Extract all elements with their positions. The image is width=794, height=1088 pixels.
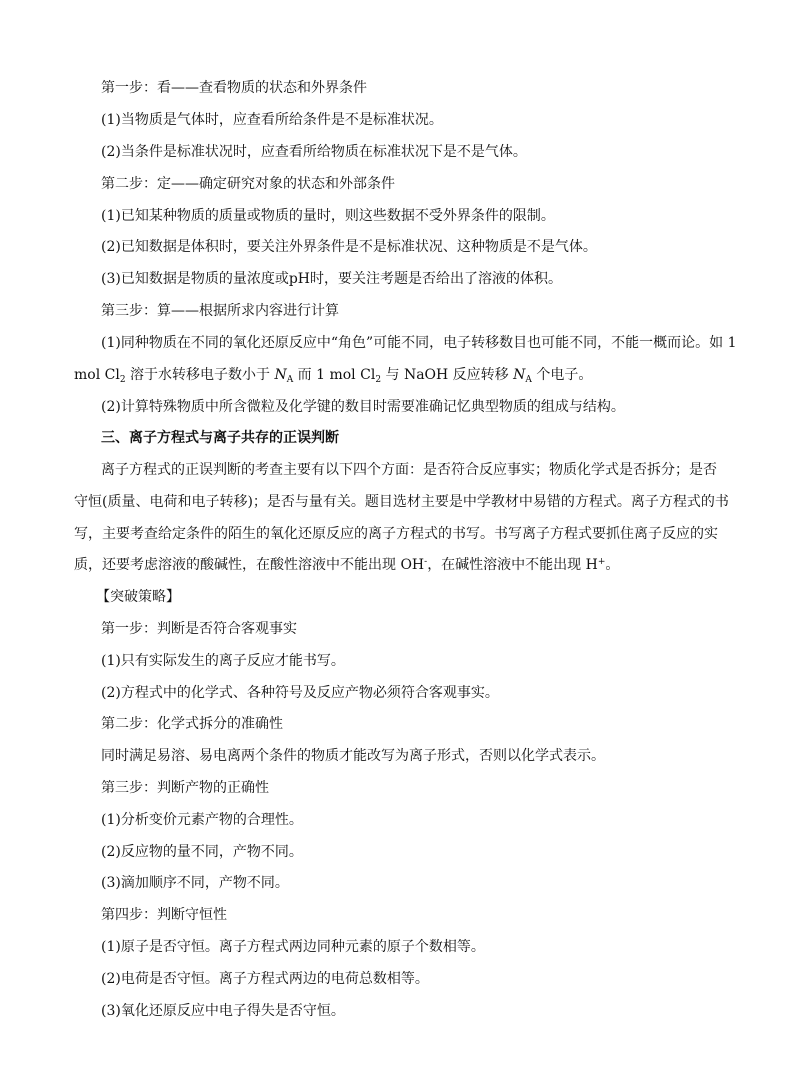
superscript: - — [424, 557, 428, 567]
breakthrough-step2-text: 同时满足易溶、易电离两个条件的物质才能改写为离子形式，否则以化学式表示。 — [101, 748, 605, 764]
breakthrough-step4-title: 第四步：判断守恒性 — [101, 907, 227, 923]
text-span: 个电子。 — [531, 367, 593, 383]
avogadro-symbol: N — [513, 367, 526, 383]
paragraph-line-1: 离子方程式的正误判断的考查主要有以下四个方面：是否符合反应事实；物质化学式是否拆分；是否 — [101, 462, 717, 478]
breakthrough-step1-item-2: (2)方程式中的化学式、各种符号及反应产物必须符合客观事实。 — [101, 685, 499, 701]
subscript: 2 — [375, 375, 382, 385]
text-span: 质，还要考虑溶液的酸碱性，在酸性溶液中不能出现 OH — [74, 557, 425, 573]
subscript: A — [286, 375, 294, 385]
step3-item-1-line-1: (1)同种物质在不同的氧化还原反应中“角色”可能不同，电子转移数目也可能不同，不能一概而论。如 1 — [101, 335, 737, 351]
text-span: 而 1 mol Cl — [293, 367, 376, 383]
step3-item-1-line-2 — [74, 366, 592, 384]
text-span: ，在碱性溶液中不能出现 H — [427, 557, 598, 573]
breakthrough-step1-title: 第一步：判断是否符合客观事实 — [101, 621, 297, 637]
paragraph-line-2: 守恒(质量、电荷和电子转移)；是否与量有关。题目选材主要是中学教材中易错的方程式。离子方程式的书 — [74, 494, 729, 510]
text-span: 溶于水转移电子数小于 — [125, 367, 275, 383]
breakthrough-step3-title: 第三步：判断产物的正确性 — [101, 780, 269, 796]
paragraph-line-3: 写，主要考查给定条件的陌生的氧化还原反应的离子方程式的书写。书写离子方程式要抓住离子反应的实 — [74, 526, 718, 542]
text-span: 与 NaOH 反应转移 — [381, 367, 514, 383]
step2-item-2: (2)已知数据是体积时，要关注外界条件是不是标准状况、这种物质是不是气体。 — [101, 239, 597, 255]
avogadro-symbol: N — [274, 367, 287, 383]
step1-item-1: (1)当物质是气体时，应查看所给条件是不是标准状况。 — [101, 112, 443, 128]
breakthrough-step3-item-2: (2)反应物的量不同，产物不同。 — [101, 844, 303, 860]
text-span: mol Cl — [74, 367, 120, 383]
breakthrough-step3-item-1: (1)分析变价元素产物的合理性。 — [101, 812, 303, 828]
subscript: 2 — [119, 375, 126, 385]
superscript: + — [597, 557, 606, 567]
step1-item-2: (2)当条件是标准状况时，应查看所给物质在标准状况下是不是气体。 — [101, 144, 527, 160]
step3-title: 第三步：算——根据所求内容进行计算 — [101, 303, 339, 319]
step2-item-3: (3)已知数据是物质的量浓度或pH时，要关注考题是否给出了溶液的体积。 — [101, 271, 563, 287]
breakthrough-step4-item-3: (3)氧化还原反应中电子得失是否守恒。 — [101, 1003, 345, 1019]
breakthrough-step3-item-3: (3)滴加顺序不同，产物不同。 — [101, 875, 289, 891]
breakthrough-step2-title: 第二步：化学式拆分的准确性 — [101, 716, 283, 732]
step2-title: 第二步：定——确定研究对象的状态和外部条件 — [101, 176, 395, 192]
subscript: A — [525, 375, 532, 385]
section-heading: 三、离子方程式与离子共存的正误判断 — [101, 430, 339, 446]
step3-item-2: (2)计算特殊物质中所含微粒及化学键的数目时需要准确记忆典型物质的组成与结构。 — [101, 399, 625, 415]
breakthrough-step1-item-1: (1)只有实际发生的离子反应才能书写。 — [101, 653, 345, 669]
breakthrough-step4-item-1: (1)原子是否守恒。离子方程式两边同种元素的原子个数相等。 — [101, 939, 485, 955]
step1-title: 第一步：看——查看物质的状态和外界条件 — [101, 80, 367, 96]
strategy-title: 【突破策略】 — [96, 589, 180, 605]
step2-item-1: (1)已知某种物质的质量或物质的量时，则这些数据不受外界条件的限制。 — [101, 208, 555, 224]
breakthrough-step4-item-2: (2)电荷是否守恒。离子方程式两边的电荷总数相等。 — [101, 971, 429, 987]
text-span: 。 — [605, 557, 620, 573]
paragraph-line-4 — [74, 556, 619, 574]
